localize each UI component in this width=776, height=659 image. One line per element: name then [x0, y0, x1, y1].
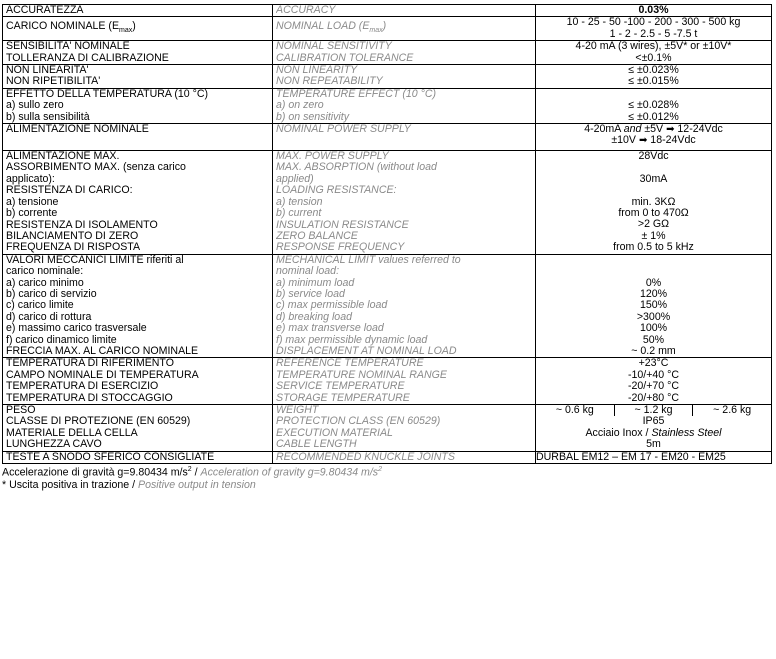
- right-arrow-icon: ➡: [638, 135, 648, 147]
- table-row: [3, 5, 772, 17]
- table-row: [3, 151, 772, 255]
- footnote-output: * Uscita positiva in trazione / Positive output in tension: [2, 478, 256, 491]
- param-it: PESO CLASSE DI PROTEZIONE (EN 60529) MATERIALE DELLA CELLA LUNGHEZZA CAVO: [3, 405, 273, 452]
- param-value: 28Vdc 30mA min. 3KΩ from 0 to 470Ω >2 GΩ ± 1% from 0.5 to 5 kHz: [536, 151, 772, 255]
- table-row: [3, 17, 772, 41]
- param-value: 10 - 25 - 50 -100 - 200 - 300 - 500 kg 1 - 2 - 2.5 - 5 -7.5 t: [536, 17, 772, 41]
- param-it: TESTE A SNODO SFERICO CONSIGLIATE: [3, 451, 273, 463]
- param-value: 0% 120% 150% >300% 100% 50% ~ 0.2 mm: [536, 254, 772, 358]
- param-value: ~ 0.6 kg ~ 1.2 kg ~ 2.6 kg IP65 Acciaio Inox / Stainless Steel 5m: [536, 405, 772, 452]
- param-it: CARICO NOMINALE $(E_{max})$: [3, 17, 273, 41]
- param-it: TEMPERATURA DI RIFERIMENTO CAMPO NOMINALE DI TEMPERATURA TEMPERATURA DI ESERCIZIO TEMPERATURA DI STOCCAGGIO: [3, 358, 273, 405]
- footnote-gravity: Accelerazione di gravità g=9.80434 $m/s^2$ / Acceleration of gravity g=9.80434 $m/s^2$: [2, 466, 382, 479]
- param-value: 4-20mA and ±5V ➡ 12-24Vdc ±10V ➡ 18-24Vdc: [536, 124, 772, 151]
- param-en: WEIGHT PROTECTION CLASS (EN 60529) EXECUTION MATERIAL CABLE LENGTH: [273, 405, 536, 452]
- param-value: ≤ ±0.023% ≤ ±0.015%: [536, 65, 772, 89]
- specifications-table: [2, 4, 772, 464]
- param-en: ACCURACY: [273, 5, 536, 17]
- param-it: SENSIBILITA' NOMINALE TOLLERANZA DI CALIBRAZIONE: [3, 41, 273, 65]
- param-value: 0.03%: [536, 5, 772, 17]
- param-en: RECOMMENDED KNUCKLE JOINTS: [273, 451, 536, 463]
- param-value: ≤ ±0.028% ≤ ±0.012%: [536, 88, 772, 123]
- table-row: [3, 358, 772, 405]
- param-it: ALIMENTAZIONE MAX. ASSORBIMENTO MAX. (senza carico applicato): RESISTENZA DI CARICO: a) tensione b) corrente RESISTENZA DI ISOLAMENTO BILANCIAMENTO DI ZERO FREQUENZA DI RISPOSTA: [3, 151, 273, 255]
- param-it: EFFETTO DELLA TEMPERATURA (10 °C) a) sullo zero b) sulla sensibilità: [3, 88, 273, 123]
- param-it: ACCURATEZZA: [3, 5, 273, 17]
- table-row: [3, 88, 772, 123]
- table-row: [3, 254, 772, 358]
- weight-values: ~ 0.6 kg ~ 1.2 kg ~ 2.6 kg: [536, 405, 771, 416]
- param-it: VALORI MECCANICI LIMITE riferiti al carico nominale: a) carico minimo b) carico di servizio c) carico limite d) carico di rottura e) massimo carico trasversale f) carico dinamico limite FRECCIA MAX. AL CARICO NOMINALE: [3, 254, 273, 358]
- param-it: ALIMENTAZIONE NOMINALE: [3, 124, 273, 151]
- table-row: [3, 451, 772, 463]
- param-en: NOMINAL POWER SUPPLY: [273, 124, 536, 151]
- param-value: DURBAL EM12 – EM 17 - EM20 - EM25: [536, 451, 772, 463]
- table-row: [3, 41, 772, 65]
- right-arrow-icon: ➡: [666, 124, 675, 136]
- param-en: NOMINAL SENSITIVITY CALIBRATION TOLERANCE: [273, 41, 536, 65]
- param-en: MAX. POWER SUPPLY MAX. ABSORPTION (without load applied) LOADING RESISTANCE: a) tension b) current INSULATION RESISTANCE ZERO BALANCE RESPONSE FREQUENCY: [273, 151, 536, 255]
- table-row: [3, 65, 772, 89]
- param-en: NOMINAL LOAD $(E_{max})$: [273, 17, 536, 41]
- param-it: NON LINEARITA' NON RIPETIBILITA': [3, 65, 273, 89]
- param-value: 4-20 mA (3 wires), ±5V* or ±10V* <±0.1%: [536, 41, 772, 65]
- param-value: +23°C -10/+40 °C -20/+70 °C -20/+80 °C: [536, 358, 772, 405]
- param-en: MECHANICAL LIMIT values referred to nominal load: a) minimum load b) service load c) max permissible load d) breaking load e) max transverse load f) max permissible dynamic load DISPLACEMENT AT NOMINAL LOAD: [273, 254, 536, 358]
- table-row: [3, 124, 772, 151]
- spec-sheet: [2, 4, 772, 491]
- table-row: [3, 405, 772, 452]
- param-en: REFERENCE TEMPERATURE TEMPERATURE NOMINAL RANGE SERVICE TEMPERATURE STORAGE TEMPERATURE: [273, 358, 536, 405]
- param-en: TEMPERATURE EFFECT (10 °C) a) on zero b) on sensitivity: [273, 88, 536, 123]
- param-en: NON LINEARITY NON REPEATABILITY: [273, 65, 536, 89]
